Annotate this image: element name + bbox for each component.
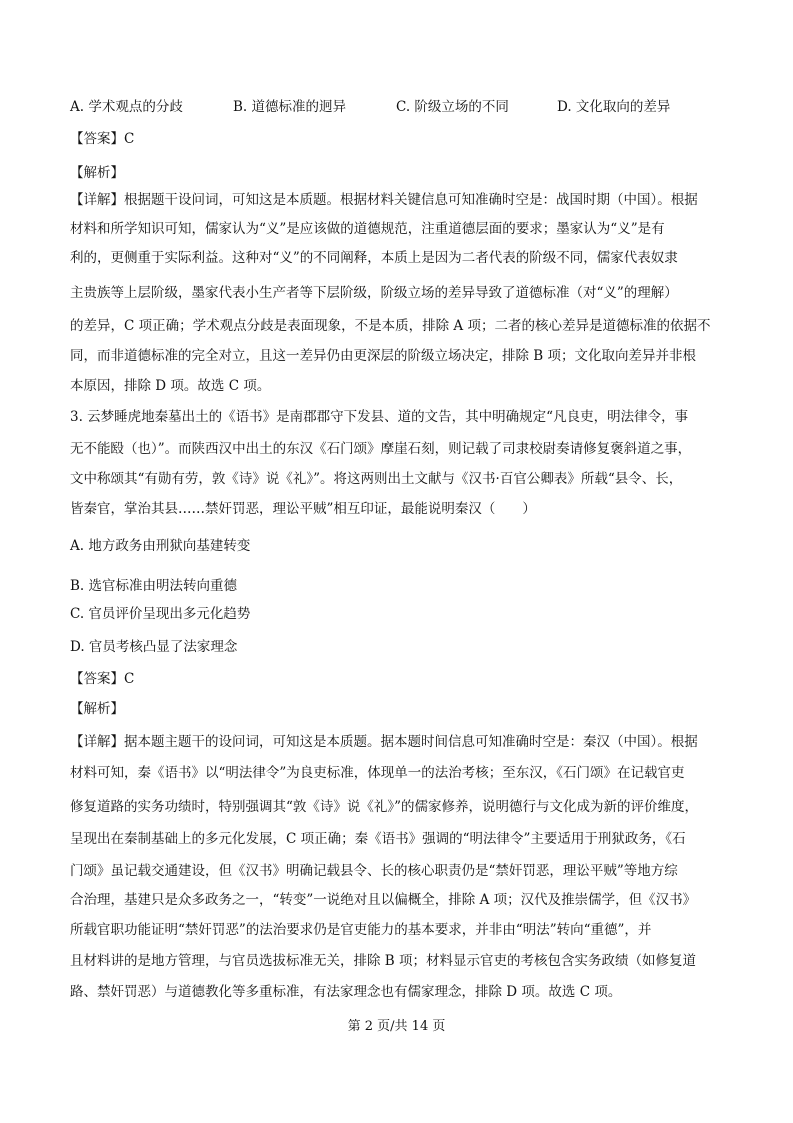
q3-detail-line: 材料可知，秦《语书》以“明法律令”为良吏标准，体现单一的法治考核；至东汉，《石门颂》在记载官吏 [70, 765, 685, 781]
q2-option-c: C. 阶级立场的不同 [396, 99, 509, 115]
q2-detail-line: 本原因，排除 D 项。故选 C 项。 [70, 378, 271, 394]
q3-detail-line: 路、禁奸罚恶）与道德教化等多重标准，有法家理念也有儒家理念，排除 D 项。故选 C 项。 [70, 984, 622, 1000]
q3-detail-line: 且材料讲的是地方管理，与官员选拔标准无关，排除 B 项；材料显示官吏的考核包含实务政绩（如修复道 [70, 953, 697, 969]
q3-stem-line: 文中称颂其“有勋有劳，敦《诗》说《礼》”。将这两则出土文献与《汉书·百官公卿表》所载“县令、长， [70, 471, 683, 487]
q2-detail-line: 利的，更侧重于实际利益。这种对“义”的不同阐释，本质上是因为二者代表的阶级不同，儒家代表奴隶 [70, 250, 678, 266]
q2-detail-line: 【详解】根据题干设问词，可知这是本质题。根据材料关键信息可知准确时空是：战国时期（中国）。根据 [70, 192, 698, 208]
q2-detail-line: 材料和所学知识可知，儒家认为“义”是应该做的道德规范，注重道德层面的要求；墨家认为“义”是有 [70, 221, 665, 237]
q3-option-a: A. 地方政务由刑狱向基建转变 [70, 538, 251, 554]
q3-option-d: D. 官员考核凸显了法家理念 [70, 639, 238, 655]
q2-options [70, 95, 750, 115]
page-number-footer: 第 2 页/共 14 页 [347, 1019, 446, 1034]
q3-stem-line: 皆秦官，掌治其县……禁奸罚恶，理讼平贼”相互印证，最能说明秦汉（ ） [70, 501, 536, 517]
q3-detail-line: 合治理，基建只是众多政务之一，“转变”一说绝对且以偏概全，排除 A 项；汉代及推崇儒学，但《汉书》 [70, 892, 697, 908]
q2-answer: 【答案】C [70, 131, 135, 147]
q3-stem-line: 3. 云梦睡虎地秦墓出土的《语书》是南郡郡守下发县、道的文告，其中明确规定“凡良吏，明法律令，事 [70, 409, 689, 425]
q3-detail-line: 所载官职功能证明“禁奸罚恶”的法治要求仍是官吏能力的基本要求，并非由“明法”转向“重德”，并 [70, 922, 652, 938]
q2-detail-line: 主贵族等上层阶级，墨家代表小生产者等下层阶级，阶级立场的差异导致了道德标准（对“义”的理解） [70, 285, 678, 301]
q2-option-d: D. 文化取向的差异 [557, 99, 671, 115]
q3-option-c: C. 官员评价呈现出多元化趋势 [70, 606, 251, 622]
q3-detail-line: 呈现出在秦制基础上的多元化发展，C 项正确；秦《语书》强调的“明法律令”主要适用于刑狱政务，《石 [70, 831, 686, 847]
q3-stem-line: 无不能殹（也）”。而陕西汉中出土的东汉《石门颂》摩崖石刻，则记载了司隶校尉奏请修复褒斜道之事， [70, 441, 692, 457]
q3-option-b: B. 选官标准由明法转向重德 [70, 578, 238, 594]
q3-detail-line: 修复道路的实务功绩时，特别强调其“敦《诗》说《礼》”的儒家修养，说明德行与文化成为新的评价维度， [70, 799, 699, 815]
q2-detail-line: 同，而非道德标准的完全对立，且这一差异仍由更深层的阶级立场决定，排除 B 项；文化取向差异并非根 [70, 348, 697, 364]
q3-detail-line: 【详解】据本题主题干的设问词，可知这是本质题。据本题时间信息可知准确时空是：秦汉（中国）。根据 [70, 734, 698, 750]
q2-detail-line: 的差异，C 项正确；学术观点分歧是表面现象，不是本质，排除 A 项；二者的核心差异是道德标准的依据不 [70, 318, 711, 334]
q2-option-b: B. 道德标准的迥异 [233, 99, 347, 115]
q2-analysis-label: 【解析】 [70, 165, 124, 181]
q3-answer: 【答案】C [70, 671, 135, 687]
q3-detail-line: 门颂》虽记载交通建设，但《汉书》明确记载县令、长的核心职责仍是“禁奸罚恶，理讼平贼”等地方综 [70, 863, 678, 879]
q2-option-a: A. 学术观点的分歧 [70, 99, 183, 115]
q3-analysis-label: 【解析】 [70, 701, 124, 717]
